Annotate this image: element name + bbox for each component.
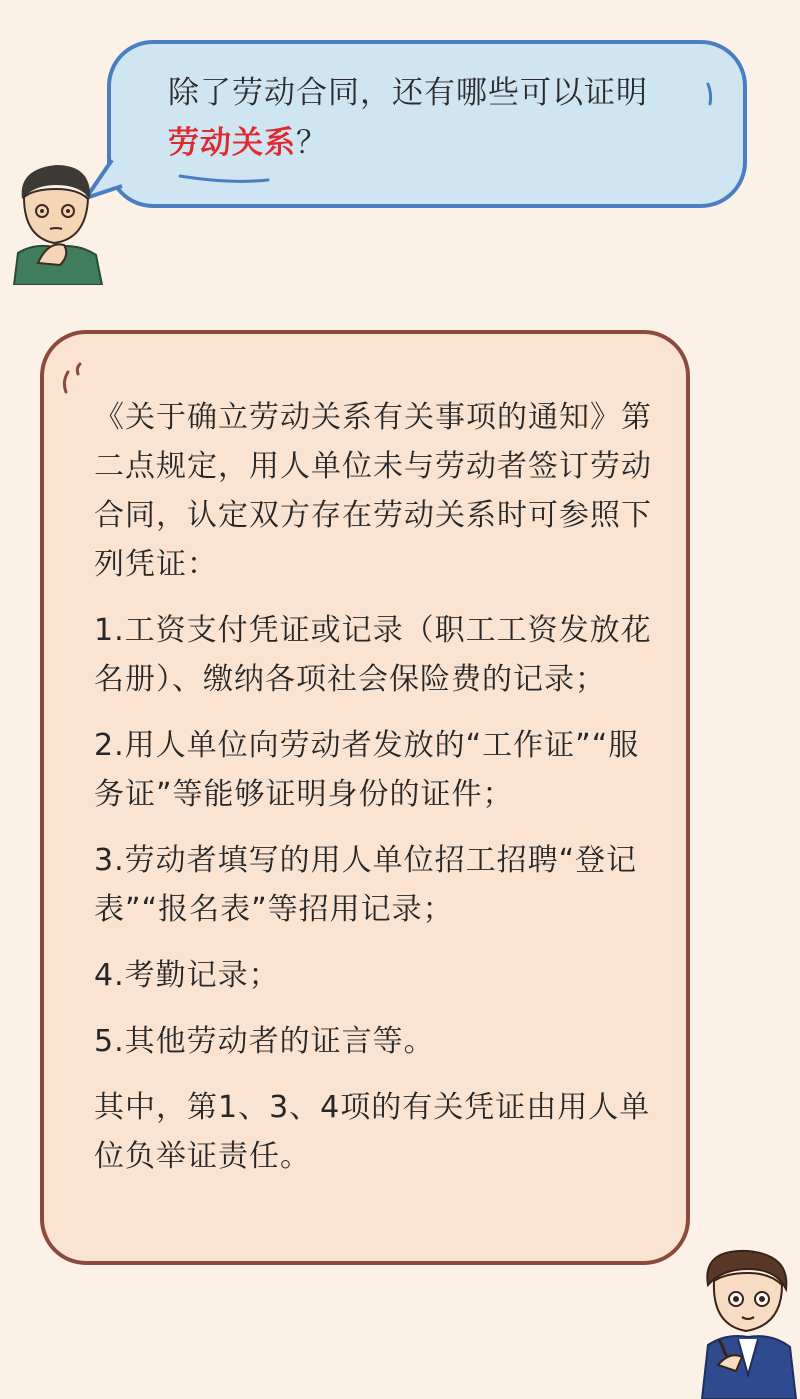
- answer-item-2: 2.用人单位向劳动者发放的“工作证”“服务证”等能够证明身份的证件；: [94, 728, 640, 812]
- question-text: [168, 68, 728, 168]
- thinking-man-illustration: [4, 155, 114, 285]
- question-line-1: 除了劳动合同，还有哪些可以证明: [168, 75, 648, 111]
- pointing-man-illustration: [690, 1245, 800, 1399]
- answer-box-decoration: [0, 320, 800, 400]
- answer-item-5: 5.其他劳动者的证言等。: [94, 1024, 435, 1059]
- answer-item-3: 3.劳动者填写的用人单位招工招聘“登记表”“报名表”等招用记录；: [94, 843, 638, 927]
- answer-intro: 《关于确立劳动关系有关事项的通知》第二点规定，用人单位未与劳动者签订劳动合同，认定双方存在劳动关系时可参照下列凭证：: [94, 400, 652, 582]
- question-line-2: [168, 118, 728, 168]
- question-highlight: 劳动关系: [168, 125, 296, 161]
- answer-item-1: 1.工资支付凭证或记录（职工工资发放花名册）、缴纳各项社会保险费的记录；: [94, 613, 652, 697]
- answer-content: [94, 393, 669, 1198]
- answer-item-4: 4.考勤记录；: [94, 958, 280, 993]
- answer-conclusion: 其中，第1、3、4项的有关凭证由用人单位负举证责任。: [94, 1090, 651, 1174]
- question-suffix: ？: [296, 125, 328, 161]
